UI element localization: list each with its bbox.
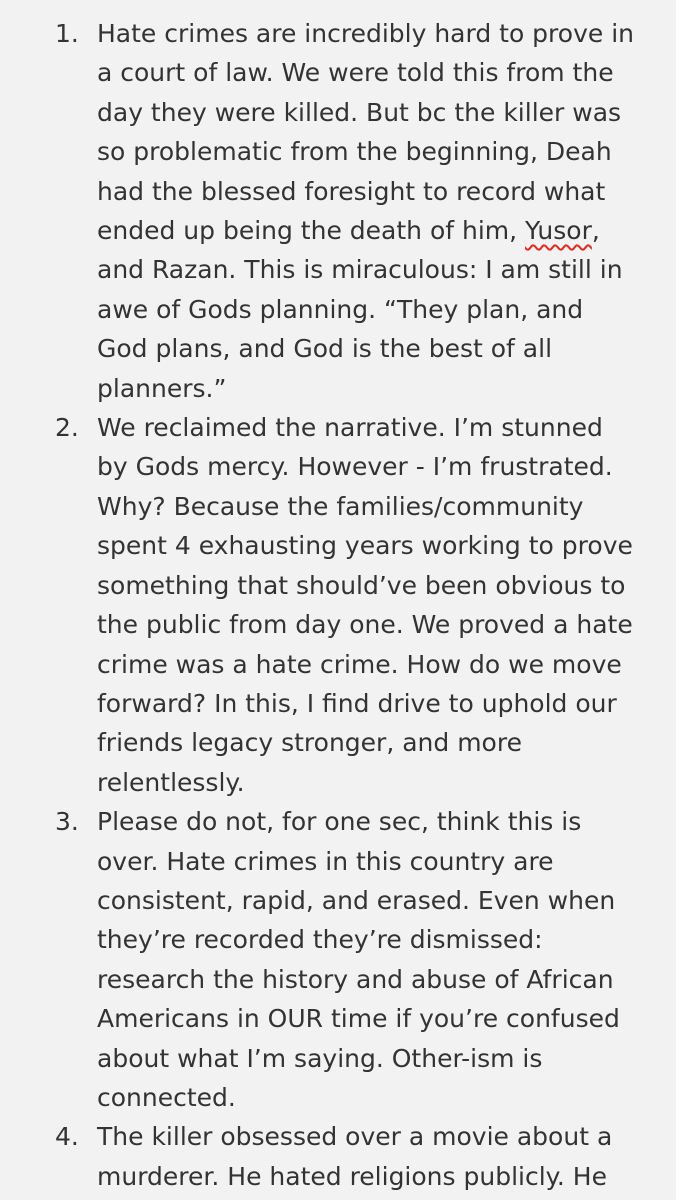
text-line[interactable]: Hate crimes are incredibly hard to prove in [97,19,634,48]
text-line[interactable]: We reclaimed the narrative. I’m stunned [97,413,603,443]
text-line[interactable]: Why? Because the families/community [97,491,584,521]
text-line[interactable]: Americans in OUR time if you’re confused [97,1004,620,1034]
text-line[interactable]: over. Hate crimes in this country are [97,846,554,876]
text-line[interactable]: consistent, rapid, and erased. Even when [97,885,616,915]
text-line[interactable]: crime was a hate crime. How do we move [97,649,622,679]
text-line[interactable]: a court of law. We were told this from the [97,58,614,88]
list-item-1 [0,14,676,408]
text-line[interactable]: day they were killed. But bc the killer was [97,97,622,127]
list-item-4 [0,1117,676,1196]
text-line[interactable]: God plans, and God is the best of all [97,334,553,364]
text-line[interactable]: research the history and abuse of African [97,964,614,994]
text-line[interactable]: planners.” [97,373,227,403]
text-line[interactable] [97,211,636,250]
item-number: 3. [55,807,79,837]
item-number: 2. [55,413,79,443]
list-item-3 [0,802,676,1117]
text-line[interactable]: and Razan. This is miraculous: I am still in [97,255,623,285]
text-line[interactable]: awe of Gods planning. “They plan, and [97,294,584,324]
text-line[interactable]: spent 4 exhausting years working to prove [97,531,633,561]
text-line[interactable]: by Gods mercy. However - I’m frustrated. [97,452,613,482]
text-line[interactable]: so problematic from the beginning, Deah [97,137,612,167]
text-line[interactable]: forward? In this, I find drive to uphold our [97,688,617,718]
text-line[interactable]: relentlessly. [97,767,245,797]
text-line[interactable]: had the blessed foresight to record what [97,176,606,206]
text-segment: ended up being the death of him, [97,216,526,246]
text-line[interactable]: The killer obsessed over a movie about a [97,1122,613,1152]
item-number: 1. [55,19,79,48]
misspelled-word[interactable]: Yusor [525,216,592,246]
numbered-list [0,14,676,1196]
text-line[interactable]: friends legacy stronger, and more [97,728,522,758]
text-line[interactable]: something that should’ve been obvious to [97,570,626,600]
text-line[interactable]: they’re recorded they’re dismissed: [97,925,543,955]
text-line[interactable]: Please do not, for one sec, think this is [97,807,582,837]
text-line[interactable]: murderer. He hated religions publicly. He [97,1161,607,1191]
list-item-2 [0,408,676,802]
text-segment: , [591,216,600,246]
item-number: 4. [55,1122,79,1152]
text-line[interactable]: about what I’m saying. Other-ism is [97,1043,543,1073]
text-line[interactable]: connected. [97,1082,236,1112]
text-line[interactable]: the public from day one. We proved a hate [97,610,633,640]
